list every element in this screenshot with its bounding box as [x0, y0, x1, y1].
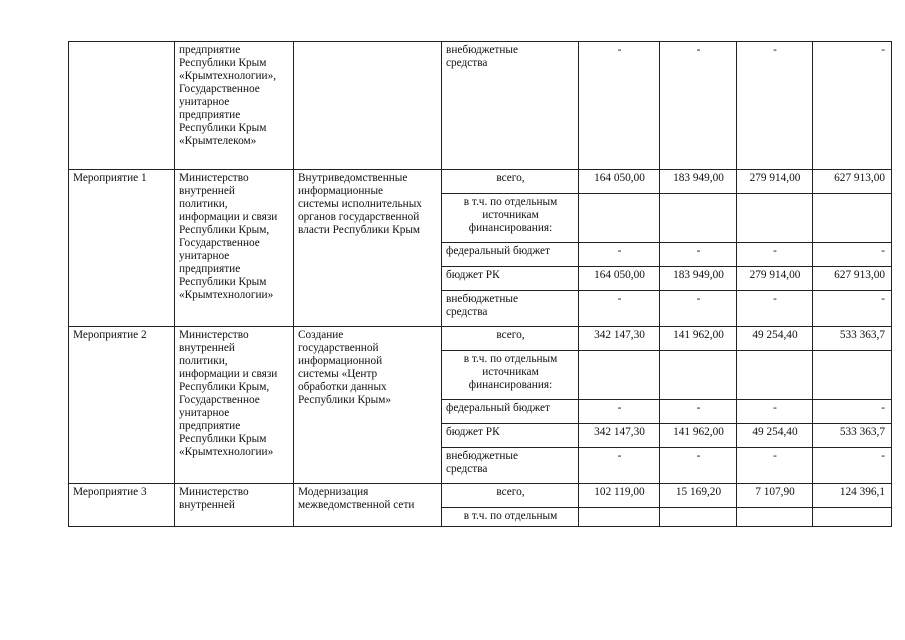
- amount-cell: [579, 194, 660, 243]
- amount-cell: 627 913,00: [813, 170, 892, 194]
- amount-cell: 141 962,00: [660, 327, 737, 351]
- amount-cell: [660, 194, 737, 243]
- amount-cell: -: [813, 42, 892, 170]
- amount-cell: -: [660, 243, 737, 267]
- amount-cell: 533 363,7: [813, 327, 892, 351]
- executor-cell: Министерство внутренней политики, информации и связи Республики Крым, Государственное унитарное предприятие Республики Крым «Крымтехнологии»: [175, 327, 294, 484]
- executor-cell: предприятие Республики Крым «Крымтехнологии», Государственное унитарное предприятие Республики Крым «Крымтелеком»: [175, 42, 294, 170]
- funding-source-cell: всего,: [442, 484, 579, 508]
- amount-cell: 279 914,00: [737, 170, 813, 194]
- amount-cell: [737, 194, 813, 243]
- table-row: [69, 170, 892, 194]
- funding-source-cell: всего,: [442, 170, 579, 194]
- amount-cell: -: [737, 291, 813, 327]
- description-cell: [294, 42, 442, 170]
- amount-cell: -: [579, 291, 660, 327]
- event-cell: Мероприятие 3: [69, 484, 175, 527]
- description-cell: Модернизация межведомственной сети: [294, 484, 442, 527]
- funding-source-cell: в т.ч. по отдельным источникам финансирования:: [442, 351, 579, 400]
- amount-cell: -: [660, 291, 737, 327]
- description-cell: Создание государственной информационной системы «Центр обработки данных Республики Крым»: [294, 327, 442, 484]
- amount-cell: -: [737, 243, 813, 267]
- amount-cell: 279 914,00: [737, 267, 813, 291]
- amount-cell: 164 050,00: [579, 170, 660, 194]
- amount-cell: 533 363,7: [813, 424, 892, 448]
- amount-cell: 49 254,40: [737, 327, 813, 351]
- funding-source-cell: внебюджетные средства: [442, 291, 579, 327]
- amount-cell: [660, 508, 737, 527]
- amount-cell: -: [579, 400, 660, 424]
- amount-cell: -: [660, 42, 737, 170]
- description-cell: Внутриведомственные информационные системы исполнительных органов государственной власти Республики Крым: [294, 170, 442, 327]
- event-cell: [69, 42, 175, 170]
- amount-cell: -: [737, 400, 813, 424]
- amount-cell: [813, 508, 892, 527]
- funding-source-cell: внебюджетные средства: [442, 448, 579, 484]
- amount-cell: 627 913,00: [813, 267, 892, 291]
- amount-cell: [737, 508, 813, 527]
- funding-source-cell: бюджет РК: [442, 267, 579, 291]
- executor-cell: Министерство внутренней: [175, 484, 294, 527]
- amount-cell: 49 254,40: [737, 424, 813, 448]
- table-row: [69, 327, 892, 351]
- amount-cell: 141 962,00: [660, 424, 737, 448]
- amount-cell: -: [813, 243, 892, 267]
- amount-cell: 124 396,1: [813, 484, 892, 508]
- amount-cell: -: [579, 42, 660, 170]
- amount-cell: -: [737, 42, 813, 170]
- amount-cell: 183 949,00: [660, 170, 737, 194]
- amount-cell: 342 147,30: [579, 424, 660, 448]
- event-cell: Мероприятие 2: [69, 327, 175, 484]
- funding-source-cell: в т.ч. по отдельным источникам финансирования:: [442, 194, 579, 243]
- amount-cell: -: [660, 400, 737, 424]
- amount-cell: 342 147,30: [579, 327, 660, 351]
- table-row: [69, 484, 892, 508]
- funding-source-cell: всего,: [442, 327, 579, 351]
- funding-source-cell: бюджет РК: [442, 424, 579, 448]
- event-cell: Мероприятие 1: [69, 170, 175, 327]
- amount-cell: [813, 351, 892, 400]
- amount-cell: -: [813, 448, 892, 484]
- amount-cell: 164 050,00: [579, 267, 660, 291]
- funding-source-cell: в т.ч. по отдельным: [442, 508, 579, 527]
- amount-cell: -: [579, 243, 660, 267]
- amount-cell: [579, 351, 660, 400]
- amount-cell: [660, 351, 737, 400]
- amount-cell: -: [579, 448, 660, 484]
- amount-cell: [813, 194, 892, 243]
- executor-cell: Министерство внутренней политики, информации и связи Республики Крым, Государственное унитарное предприятие Республики Крым «Крымтехнологии»: [175, 170, 294, 327]
- amount-cell: -: [660, 448, 737, 484]
- amount-cell: 15 169,20: [660, 484, 737, 508]
- amount-cell: [579, 508, 660, 527]
- amount-cell: 7 107,90: [737, 484, 813, 508]
- amount-cell: 183 949,00: [660, 267, 737, 291]
- funding-source-cell: внебюджетные средства: [442, 42, 579, 170]
- amount-cell: [737, 351, 813, 400]
- amount-cell: -: [813, 400, 892, 424]
- funding-source-cell: федеральный бюджет: [442, 243, 579, 267]
- table-row: [69, 42, 892, 170]
- funding-source-cell: федеральный бюджет: [442, 400, 579, 424]
- program-funding-table: [68, 41, 892, 527]
- amount-cell: 102 119,00: [579, 484, 660, 508]
- amount-cell: -: [813, 291, 892, 327]
- amount-cell: -: [737, 448, 813, 484]
